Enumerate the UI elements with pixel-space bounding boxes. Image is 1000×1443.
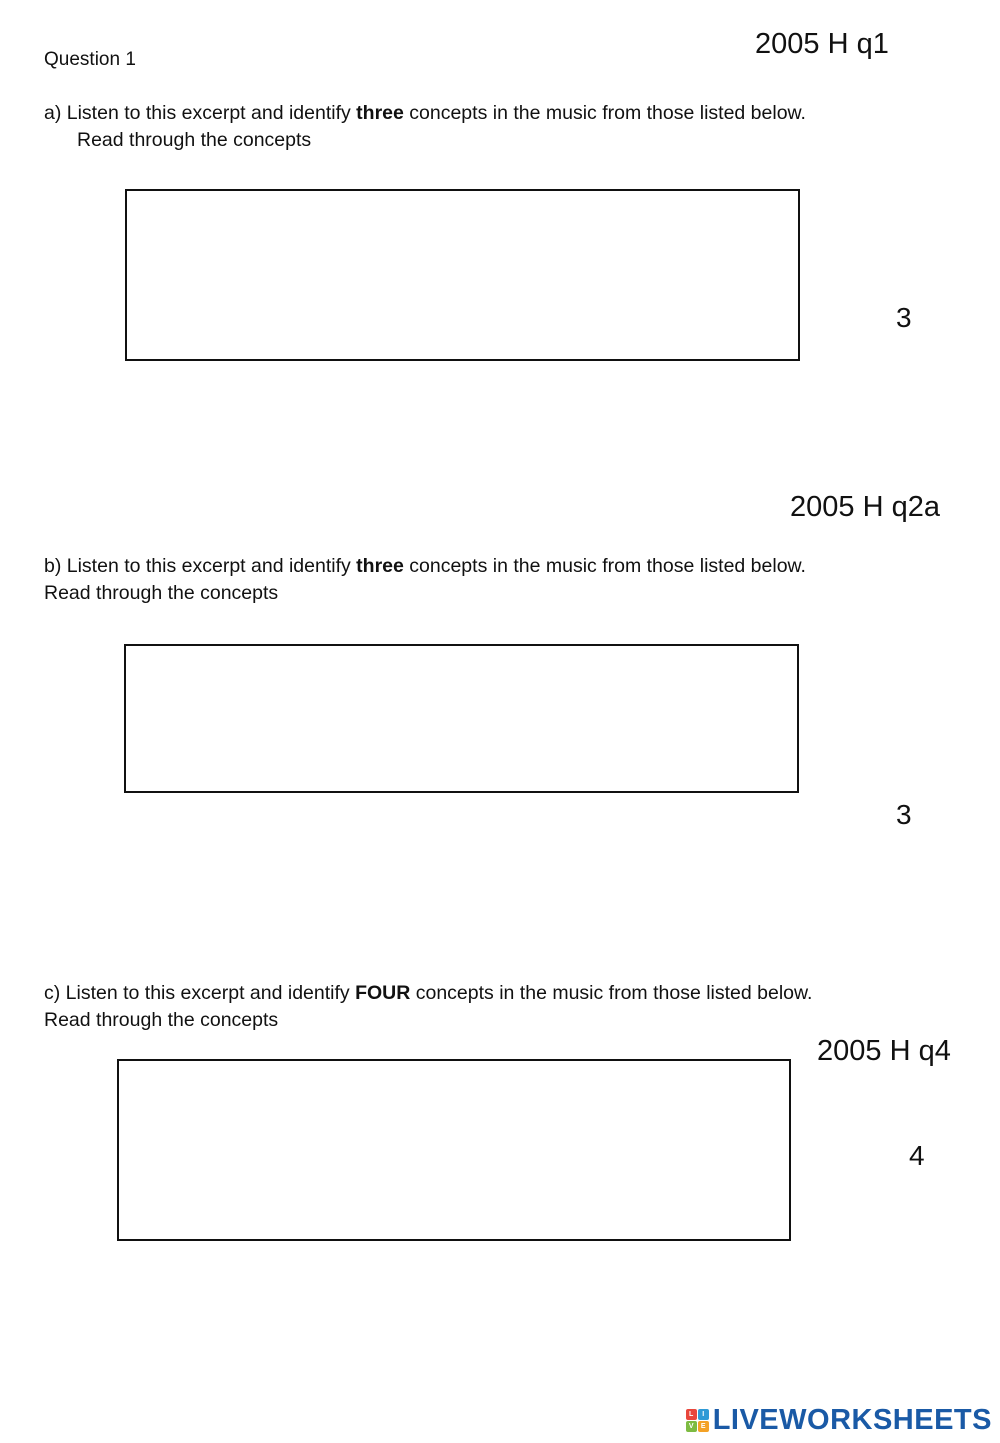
prompt-a-line2: Read through the concepts	[77, 129, 312, 151]
prompt-b	[44, 553, 806, 607]
logo-cell-i: I	[698, 1409, 709, 1420]
prompt-c-text-end: concepts in the music from those listed below.	[410, 982, 813, 1004]
prompt-c	[44, 980, 812, 1034]
marks-a: 3	[896, 302, 912, 333]
marks-c: 4	[909, 1140, 925, 1171]
answer-box-a[interactable]	[125, 189, 800, 361]
question-title: Question 1	[44, 49, 136, 70]
question-reference-c: 2005 H q4	[817, 1035, 951, 1067]
liveworksheets-logo[interactable]	[686, 1404, 992, 1437]
marks-b: 3	[896, 799, 912, 830]
prompt-a	[44, 100, 806, 154]
logo-cell-l: L	[686, 1409, 697, 1420]
prompt-a-text-end: concepts in the music from those listed below.	[403, 102, 806, 124]
logo-cell-e: E	[698, 1421, 709, 1432]
liveworksheets-brand-text: LIVEWORKSHEETS	[712, 1404, 992, 1436]
prompt-a-emphasis: three	[356, 102, 404, 124]
question-reference-b: 2005 H q2a	[790, 491, 940, 523]
prompt-b-text-end: concepts in the music from those listed below.	[403, 555, 806, 577]
prompt-b-line2: Read through the concepts	[44, 582, 279, 604]
question-reference-a: 2005 H q1	[755, 28, 889, 60]
answer-box-c[interactable]	[117, 1059, 791, 1241]
prompt-a-text: a) Listen to this excerpt and identify	[44, 102, 357, 124]
prompt-c-text: c) Listen to this excerpt and identify	[44, 982, 356, 1004]
prompt-b-text: b) Listen to this excerpt and identify	[44, 555, 357, 577]
prompt-c-line2: Read through the concepts	[44, 1009, 279, 1031]
liveworksheets-logo-icon	[686, 1409, 709, 1432]
prompt-c-emphasis: FOUR	[355, 982, 411, 1004]
prompt-b-emphasis: three	[356, 555, 404, 577]
logo-cell-v: V	[686, 1421, 697, 1432]
answer-box-b[interactable]	[124, 644, 799, 793]
